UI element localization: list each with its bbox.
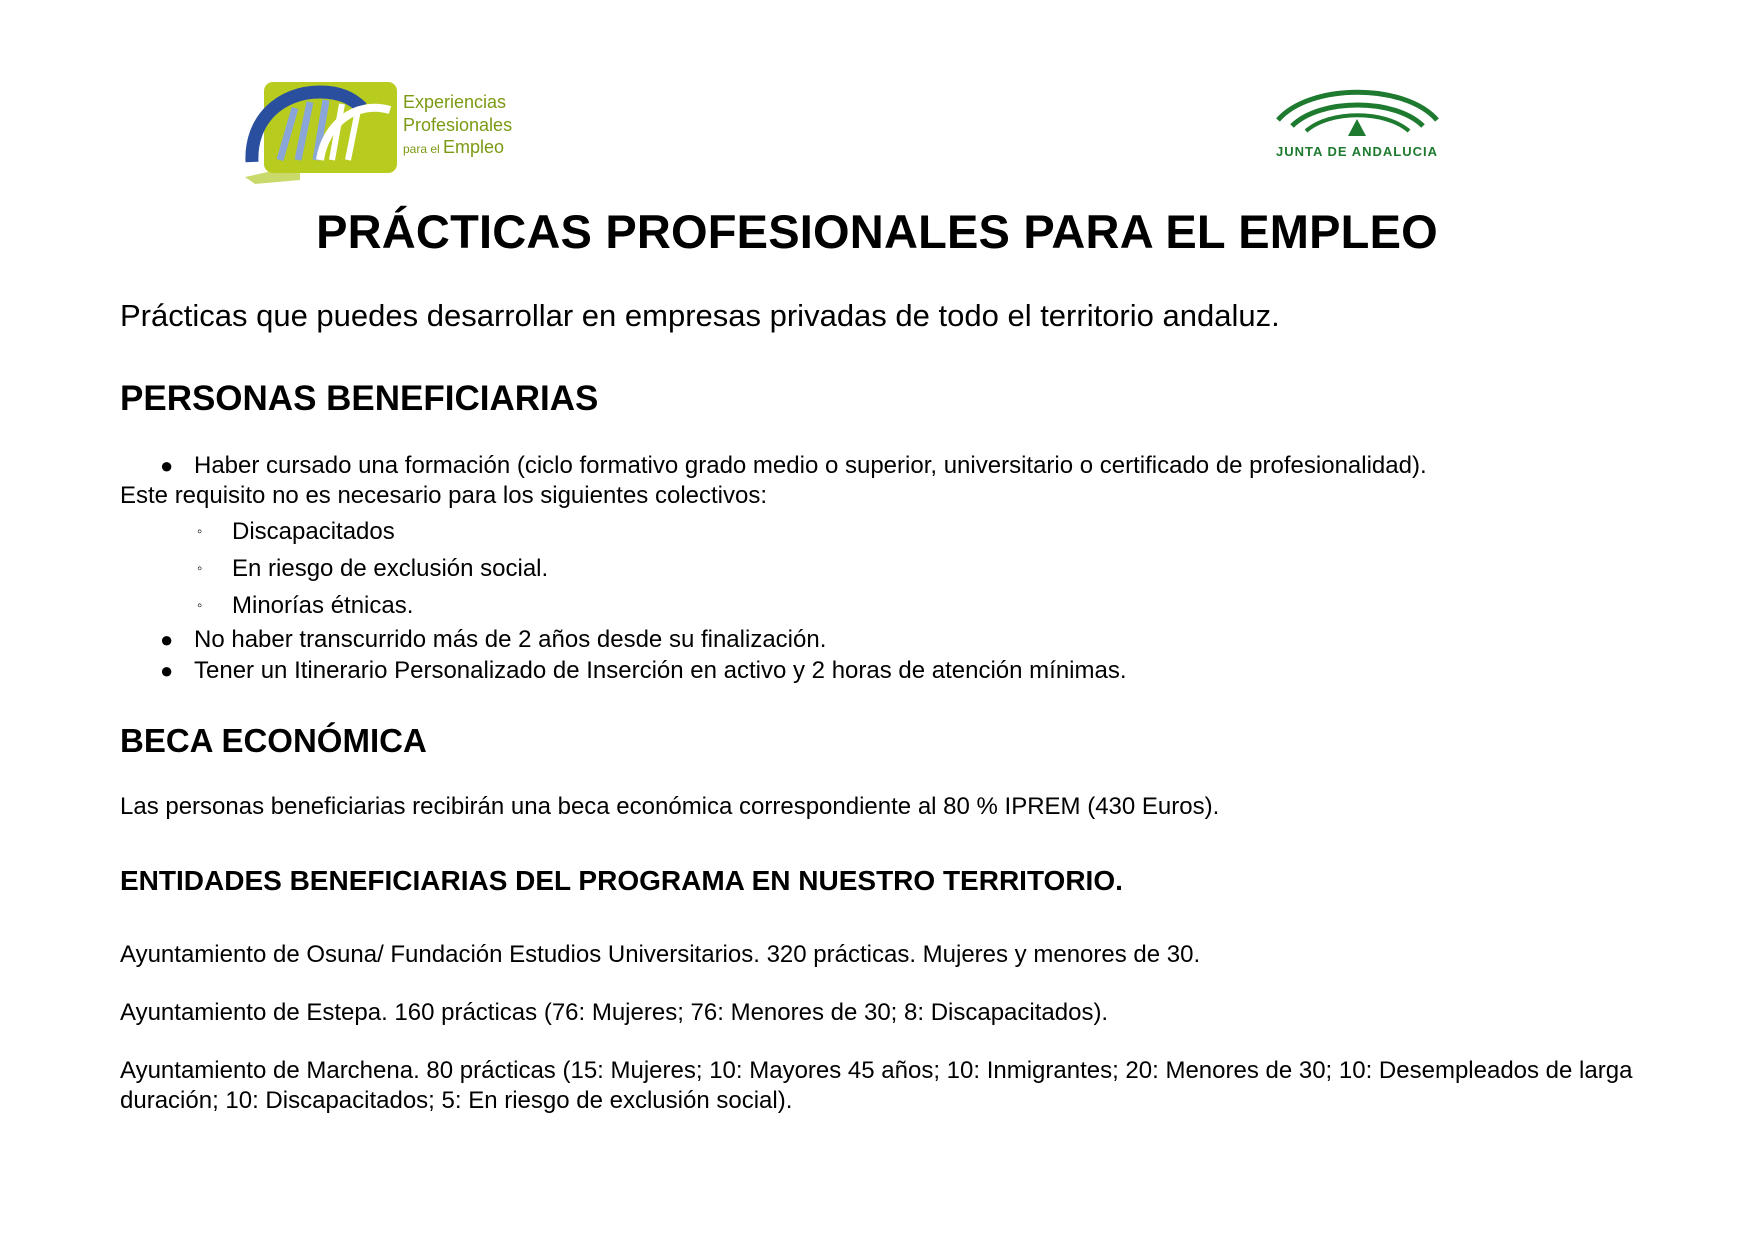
document-body — [120, 296, 1650, 1144]
list-item — [120, 655, 1650, 686]
junta-andalucia-icon — [1270, 88, 1445, 163]
bullet-icon: ● — [160, 658, 174, 683]
experiencias-logo-icon — [240, 80, 540, 190]
circle-bullet-icon: ◦ — [197, 560, 203, 577]
requirements-list-continued — [120, 624, 1650, 686]
requirement-1: Haber cursado una formación (ciclo formativo grado medio o superior, universitario o certificado de profesionalidad). — [194, 452, 1427, 479]
list-item — [120, 624, 1650, 655]
beca-text: Las personas beneficiarias recibirán una beca económica correspondiente al 80 % IPREM (430 Euros). — [120, 793, 1220, 820]
colectivo-3: Minorías étnicas. — [232, 592, 414, 619]
colectivo-2: En riesgo de exclusión social. — [232, 555, 549, 582]
bullet-icon: ● — [160, 627, 174, 652]
logo-line-4: Empleo — [443, 137, 505, 157]
logo-line-1: Experiencias — [403, 92, 507, 112]
junta-logo-text: JUNTA DE ANDALUCIA — [1276, 144, 1438, 159]
list-item — [120, 450, 1650, 481]
requirements-list — [120, 450, 1650, 481]
heading-beneficiarias: PERSONAS BENEFICIARIAS — [120, 379, 599, 418]
logo-line-2: Profesionales — [403, 115, 513, 135]
page-title: PRÁCTICAS PROFESIONALES PARA EL EMPLEO — [316, 205, 1438, 258]
heading-beca: BECA ECONÓMICA — [120, 722, 427, 759]
circle-bullet-icon: ◦ — [197, 597, 203, 614]
requirement-3: Tener un Itinerario Personalizado de Inserción en activo y 2 horas de atención mínimas. — [194, 657, 1127, 684]
intro-text: Prácticas que puedes desarrollar en empresas privadas de todo el territorio andaluz. — [120, 298, 1280, 333]
colectivos-list — [120, 513, 1650, 624]
requirement-2: No haber transcurrido más de 2 años desde su finalización. — [194, 626, 827, 653]
junta-de-andalucia-logo — [1270, 88, 1445, 163]
entidad-marchena: Ayuntamiento de Marchena. 80 prácticas (15: Mujeres; 10: Mayores 45 años; 10: Inmigrantes; 20: Menores de 30; 10: Desempleados de larga duración; 10: Discapacitados; 5: En riesgo de exclusión social). — [120, 1057, 1633, 1114]
experiencias-profesionales-logo — [240, 80, 540, 190]
list-item — [120, 550, 1650, 587]
bullet-icon: ● — [160, 453, 174, 478]
list-item — [120, 587, 1650, 624]
list-item — [120, 513, 1650, 550]
entidad-estepa: Ayuntamiento de Estepa. 160 prácticas (76: Mujeres; 76: Menores de 30; 8: Discapacitados). — [120, 999, 1109, 1026]
colectivo-1: Discapacitados — [232, 518, 395, 545]
requirement-note: Este requisito no es necesario para los siguientes colectivos: — [120, 482, 768, 509]
heading-entidades: ENTIDADES BENEFICIARIAS DEL PROGRAMA EN NUESTRO TERRITORIO. — [120, 865, 1123, 896]
entidad-osuna: Ayuntamiento de Osuna/ Fundación Estudios Universitarios. 320 prácticas. Mujeres y menores de 30. — [120, 941, 1201, 968]
logo-line-3: para el — [403, 142, 440, 156]
circle-bullet-icon: ◦ — [197, 523, 203, 540]
